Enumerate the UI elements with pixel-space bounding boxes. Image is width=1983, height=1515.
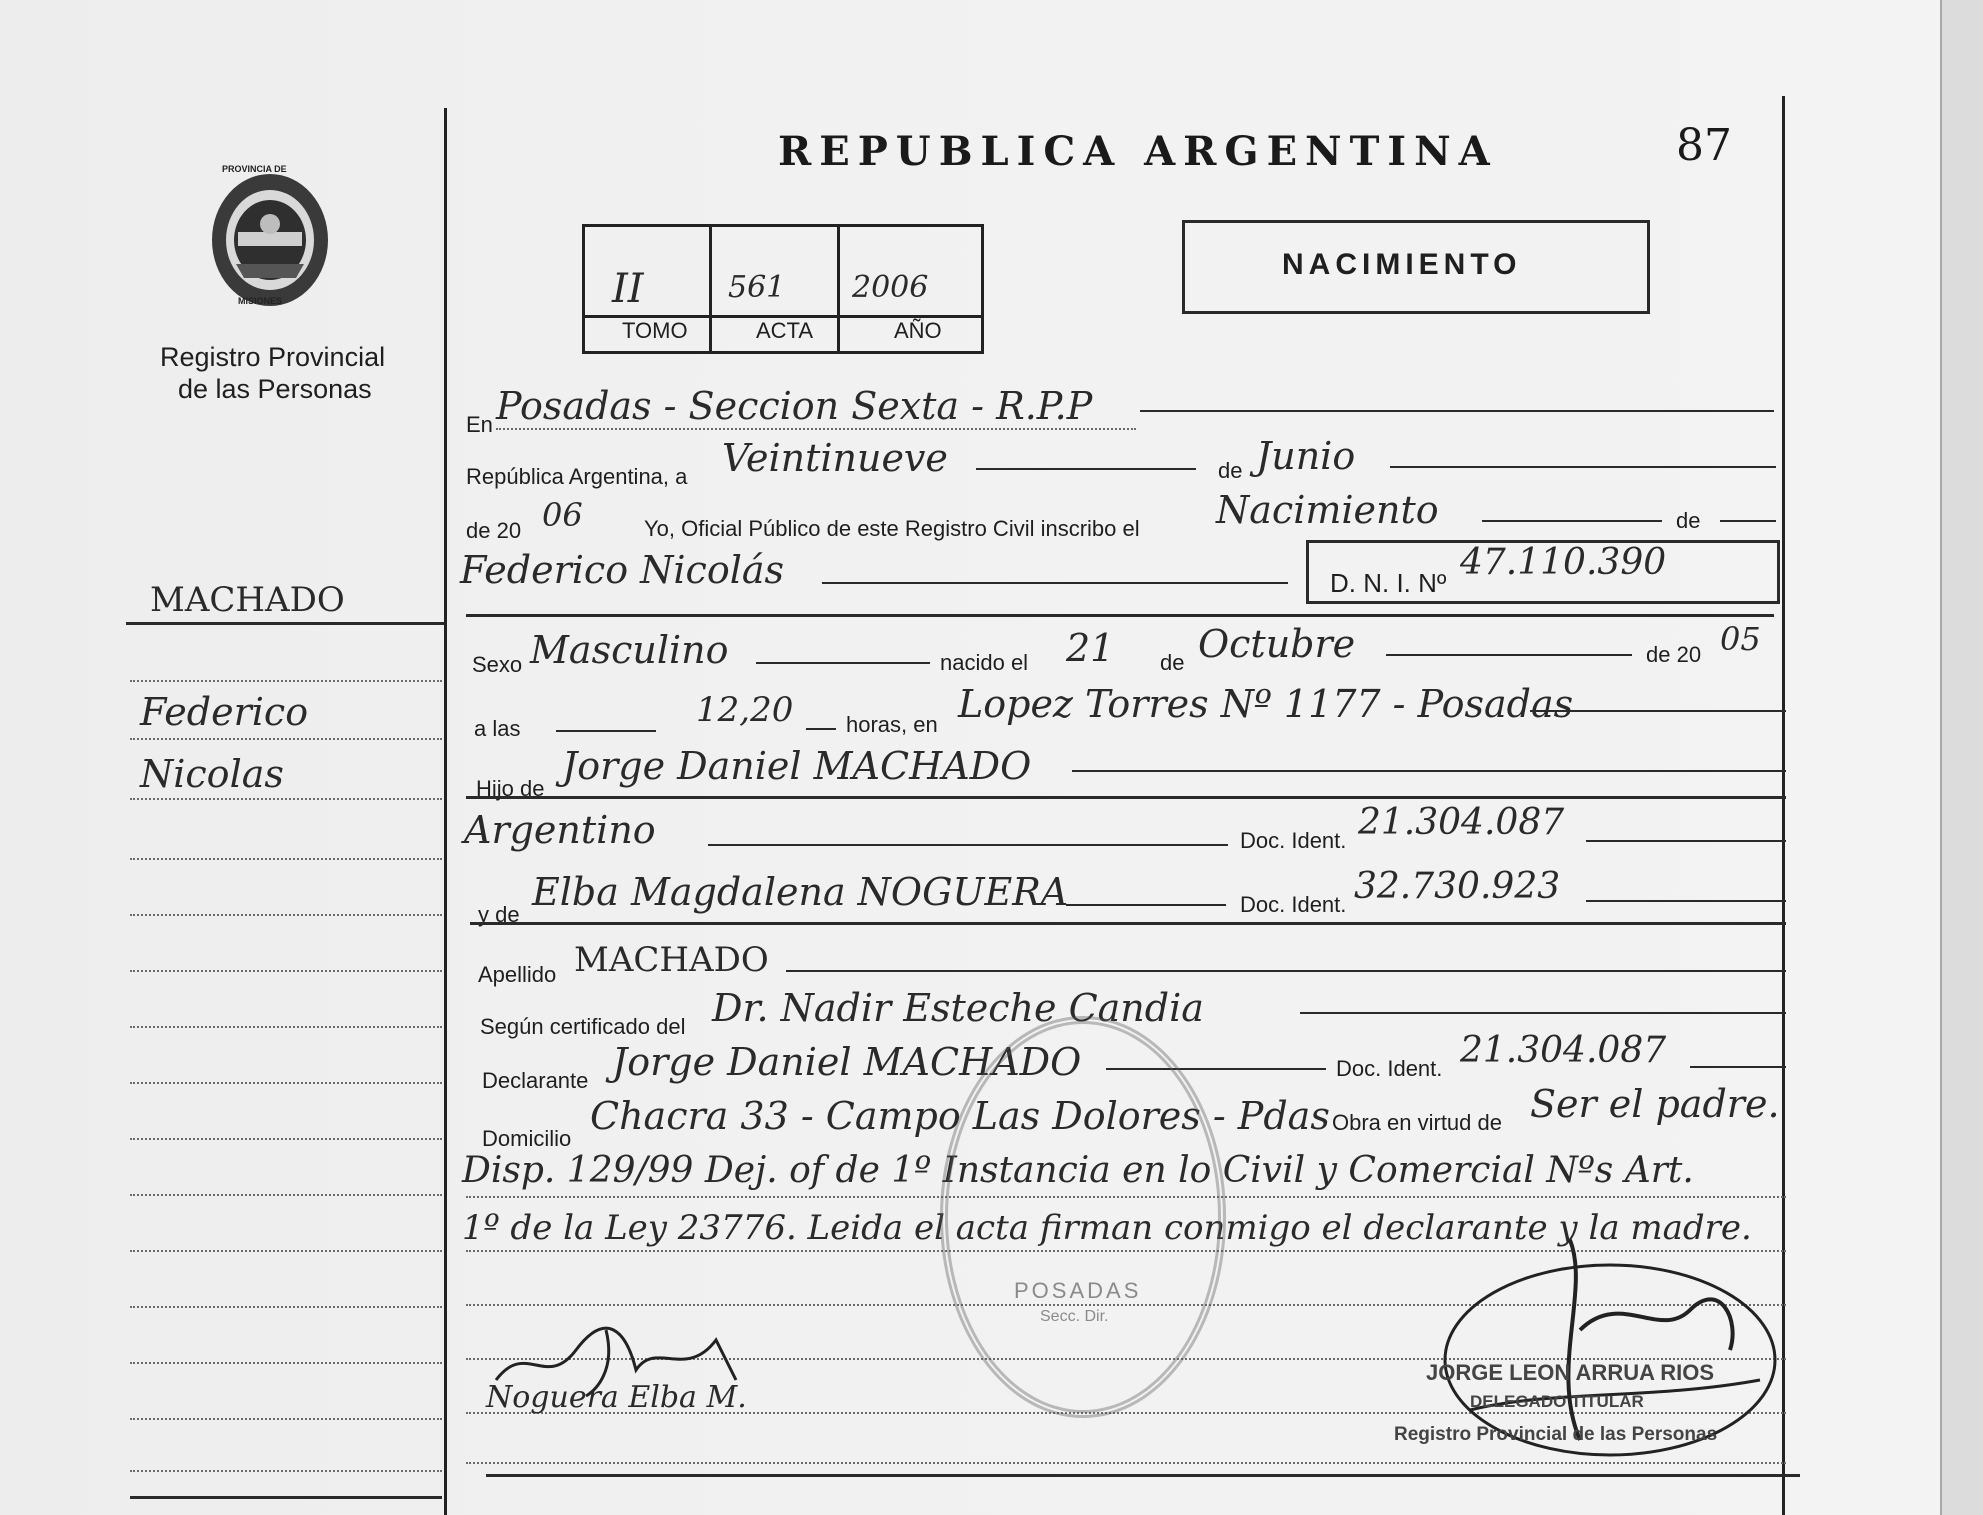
apellido-value: MACHADO	[574, 940, 769, 980]
page-edge	[1940, 0, 1983, 1515]
margin-rule	[130, 1082, 442, 1084]
anio-label: AÑO	[894, 318, 942, 343]
row-fill-line	[1066, 904, 1226, 906]
birth-day: 21	[1066, 626, 1115, 670]
child-name: Federico Nicolás	[460, 548, 785, 592]
father-name: Jorge Daniel MACHADO	[562, 744, 1032, 788]
row-fill-line	[1586, 900, 1786, 902]
acta-value: 561	[728, 270, 786, 305]
doc-ident-label: Doc. Ident.	[1240, 828, 1347, 853]
margin-rule	[130, 1026, 442, 1028]
row-fill-line	[1300, 1012, 1786, 1014]
anio-value: 2006	[852, 270, 929, 305]
row-fill-line	[1482, 520, 1662, 522]
obra-label: Obra en virtud de	[1332, 1110, 1502, 1135]
row-separator	[466, 614, 1774, 617]
seal-text-top: PROVINCIA DE	[222, 164, 287, 174]
yde-label: y de	[478, 902, 520, 927]
margin-rule	[130, 680, 442, 682]
right-border-line	[1782, 96, 1785, 1515]
sexo-value: Masculino	[530, 628, 729, 672]
inscribo-value: Nacimiento	[1216, 488, 1439, 532]
mother-name: Elba Magdalena NOGUERA	[532, 870, 1069, 914]
declarante-doc: 21.304.087	[1460, 1030, 1667, 1071]
birth-place: Lopez Torres Nº 1177 - Posadas	[958, 682, 1574, 726]
province-seal	[206, 168, 334, 312]
apellido-label: Apellido	[478, 962, 557, 987]
doc-ident-label-3: Doc. Ident.	[1336, 1056, 1443, 1081]
registry-name-line1: Registro Provincial	[160, 342, 386, 372]
margin-rule	[130, 798, 442, 800]
row-fill-line	[976, 468, 1196, 470]
tomo-value: II	[612, 266, 644, 312]
birth-month: Octubre	[1198, 622, 1356, 666]
row-fill-line	[1530, 710, 1786, 712]
certificado-value: Dr. Nadir Esteche Candia	[712, 986, 1204, 1030]
certificado-label: Según certificado del	[480, 1014, 686, 1039]
domicilio-value: Chacra 33 - Campo Las Dolores - Pdas	[590, 1094, 1330, 1138]
row-fill-line	[708, 844, 1228, 846]
left-column-divider	[444, 108, 447, 1515]
margin-rule	[130, 1138, 442, 1140]
year-suffix: 06	[542, 496, 583, 534]
obra-value: Ser el padre.	[1530, 1082, 1780, 1126]
alas-label: a las	[474, 716, 521, 741]
official-stamp-line2: DELEGADO TITULAR	[1470, 1392, 1644, 1411]
notes-line-1: Disp. 129/99 Dej. of de 1º Instancia en lo Civil y Comercial Nºs Art.	[462, 1150, 1694, 1191]
month-text: Junio	[1256, 434, 1356, 478]
row-fill-line	[1720, 520, 1776, 522]
row-fill-line	[556, 730, 656, 732]
margin-name1: Federico	[140, 690, 309, 734]
row-fill-line	[1690, 1066, 1786, 1068]
margin-rule	[130, 970, 442, 972]
row-rule	[496, 428, 1136, 430]
margin-bottom-line	[130, 1496, 442, 1499]
sexo-label: Sexo	[472, 652, 523, 677]
act-type-label: NACIMIENTO	[1282, 248, 1522, 281]
row-fill-line	[1140, 410, 1774, 412]
en-value: Posadas - Seccion Sexta - R.P.P	[496, 384, 1093, 428]
tomo-label: TOMO	[622, 318, 688, 343]
margin-rule	[130, 1250, 442, 1252]
domicilio-label: Domicilio	[482, 1126, 572, 1151]
day-text: Veintinueve	[722, 436, 948, 480]
row-separator	[466, 796, 1786, 799]
hijo-label: Hijo de	[476, 776, 545, 801]
bottom-line	[486, 1474, 1800, 1477]
row-fill-line	[1072, 770, 1786, 772]
document-title: REPUBLICA ARGENTINA	[778, 128, 1498, 175]
de-label-3: de	[1160, 650, 1185, 675]
declarante-value: Jorge Daniel MACHADO	[612, 1040, 1082, 1084]
margin-surname: MACHADO	[150, 580, 345, 620]
registry-round-stamp	[940, 1016, 1226, 1418]
row-fill-line	[1390, 466, 1776, 468]
mother-doc: 32.730.923	[1354, 866, 1561, 907]
dni-label: D. N. I. Nº	[1330, 568, 1447, 598]
page-number: 87	[1676, 120, 1732, 171]
row-fill-line	[756, 662, 930, 664]
margin-rule	[130, 1194, 442, 1196]
margin-rule	[130, 914, 442, 916]
row-fill-line	[786, 970, 1786, 972]
de20-label: de 20	[466, 518, 522, 543]
acta-label: ACTA	[756, 318, 814, 343]
republica-label: República Argentina, a	[466, 464, 688, 489]
en-label: En	[466, 412, 493, 437]
margin-surname-line	[126, 622, 444, 625]
father-nationality: Argentino	[464, 808, 656, 852]
row-fill-line	[822, 582, 1288, 584]
margin-rule	[130, 858, 442, 860]
de-label: de	[1218, 458, 1243, 483]
birth-year-suffix: 05	[1720, 620, 1761, 658]
dni-value: 47.110.390	[1460, 542, 1667, 583]
official-stamp-line1: JORGE LEON ARRUA RIOS	[1426, 1360, 1715, 1385]
horas-label: horas, en	[846, 712, 938, 737]
father-doc: 21.304.087	[1358, 802, 1565, 843]
margin-rule	[130, 1306, 442, 1308]
margin-rule	[130, 1470, 442, 1472]
margin-rule	[130, 1418, 442, 1420]
declarante-label: Declarante	[482, 1068, 589, 1093]
row-fill-line	[806, 728, 836, 730]
margin-rule	[130, 738, 442, 740]
nacido-label: nacido el	[940, 650, 1029, 675]
de-label-2: de	[1676, 508, 1701, 533]
registry-name-line2: de las Personas	[178, 374, 372, 404]
row-separator	[470, 922, 1786, 925]
mother-signature-name: Noguera Elba M.	[486, 1380, 747, 1415]
row-fill-line	[1586, 840, 1786, 842]
official-stamp-line3: Registro Provincial de las Personas	[1394, 1424, 1718, 1445]
notes-line-2: 1º de la Ley 23776. Leida el acta firman conmigo el declarante y la madre.	[462, 1208, 1752, 1248]
doc-ident-label-2: Doc. Ident.	[1240, 892, 1347, 917]
birth-time: 12,20	[696, 690, 794, 730]
stamp-center-text: POSADAS	[1014, 1278, 1142, 1303]
row-fill-line	[1386, 654, 1632, 656]
margin-rule	[130, 1362, 442, 1364]
de20-label-2: de 20	[1646, 642, 1702, 667]
stamp-center-text-2: Secc. Dir.	[1040, 1308, 1109, 1325]
officer-text: Yo, Oficial Público de este Registro Civil inscribo el	[644, 516, 1140, 541]
seal-text-bottom: MISIONES	[238, 296, 283, 306]
margin-name2: Nicolas	[140, 752, 284, 796]
